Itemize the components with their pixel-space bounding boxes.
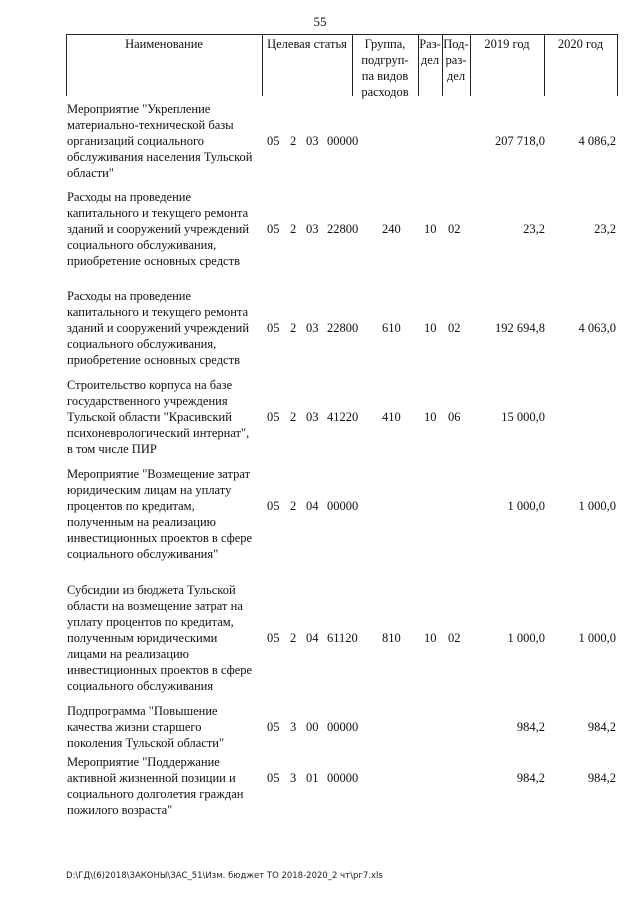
article-direction: 22800 [327, 321, 359, 335]
article-measure: 03 [306, 222, 319, 236]
article-direction: 00000 [327, 771, 359, 785]
header-top-border [66, 34, 618, 35]
expense-group: 240 [382, 222, 401, 236]
amount-2020: 984,2 [587, 720, 616, 734]
amount-2019: 23,2 [523, 222, 545, 236]
subsection-code: 02 [448, 321, 461, 335]
section-code: 10 [424, 410, 437, 424]
article-program: 05 [267, 222, 280, 236]
amount-2020: 4 063,0 [578, 321, 616, 335]
amount-2020: 1 000,0 [578, 499, 616, 513]
article-program: 05 [267, 410, 280, 424]
row-name: Субсидии из бюджета Тульской области на возмещение затрат на уплату процентов по кредитам, полученным юридическими лицами на реализацию инвестиционных проектов в сфере социального обслуживания [67, 583, 253, 693]
row-name: Подпрограмма "Повышение качества жизни старшего поколения Тульской области" [67, 704, 225, 750]
amount-2019: 192 694,8 [495, 321, 545, 335]
article-program: 05 [267, 720, 280, 734]
row-name: Расходы на проведение капитального и текущего ремонта зданий и сооружений учреждений социального обслуживания, приобретение основных средств [67, 289, 250, 367]
amount-2019: 984,2 [516, 720, 545, 734]
header-section: Раз- дел [419, 37, 441, 67]
amount-2019: 984,2 [516, 771, 545, 785]
row-name: Мероприятие "Поддержание активной жизненной позиции и социального долголетия граждан пожилого возраста" [67, 755, 244, 817]
subsection-code: 02 [448, 631, 461, 645]
article-subprogram: 2 [290, 321, 297, 335]
amount-2019: 1 000,0 [507, 499, 545, 513]
expense-group: 610 [382, 321, 401, 335]
article-measure: 03 [306, 410, 319, 424]
header-2020: 2020 год [557, 37, 604, 51]
file-path-footer: D:\ГД\(6)2018\ЗАКОНЫ\ЗАС_51\Изм. бюджет ТО 2018-2020_2 чт\рг7.xls [66, 871, 383, 881]
article-measure: 03 [306, 134, 319, 148]
article-subprogram: 3 [290, 720, 297, 734]
article-measure: 04 [306, 499, 319, 513]
article-direction: 00000 [327, 499, 359, 513]
article-subprogram: 2 [290, 410, 297, 424]
article-subprogram: 2 [290, 134, 297, 148]
header-name: Наименование [125, 37, 203, 51]
header-divider [617, 34, 618, 96]
article-subprogram: 3 [290, 771, 297, 785]
amount-2020: 1 000,0 [578, 631, 616, 645]
amount-2019: 15 000,0 [501, 410, 545, 424]
expense-group: 410 [382, 410, 401, 424]
section-code: 10 [424, 321, 437, 335]
header-target-article: Целевая статья [267, 37, 347, 51]
article-program: 05 [267, 134, 280, 148]
amount-2019: 1 000,0 [507, 631, 545, 645]
article-program: 05 [267, 499, 280, 513]
article-direction: 00000 [327, 720, 359, 734]
article-measure: 01 [306, 771, 319, 785]
article-subprogram: 2 [290, 222, 297, 236]
row-name: Строительство корпуса на базе государственного учреждения Тульской области "Красивский психоневрологический интернат", в том числе ПИР [67, 378, 250, 456]
article-program: 05 [267, 631, 280, 645]
page-number: 55 [313, 14, 327, 29]
article-program: 05 [267, 771, 280, 785]
row-name: Мероприятие "Укрепление материально-технической базы организаций социального обслуживания населения Тульской области" [67, 102, 253, 180]
row-name: Мероприятие "Возмещение затрат юридическим лицам на уплату процентов по кредитам, полученным на реализацию инвестиционных проектов в сфере социального обслуживания" [67, 467, 253, 561]
row-name: Расходы на проведение капитального и текущего ремонта зданий и сооружений учреждений социального обслуживания, приобретение основных средств [67, 190, 250, 268]
section-code: 10 [424, 222, 437, 236]
subsection-code: 06 [448, 410, 461, 424]
article-direction: 22800 [327, 222, 359, 236]
article-measure: 04 [306, 631, 319, 645]
amount-2020: 4 086,2 [578, 134, 616, 148]
expense-group: 810 [382, 631, 401, 645]
article-measure: 03 [306, 321, 319, 335]
article-direction: 00000 [327, 134, 359, 148]
amount-2020: 984,2 [587, 771, 616, 785]
header-subsection: Под- раз- дел [443, 37, 469, 83]
header-group: Группа, подгруп- па видов расходов [361, 37, 409, 99]
article-measure: 00 [306, 720, 319, 734]
article-program: 05 [267, 321, 280, 335]
article-subprogram: 2 [290, 499, 297, 513]
subsection-code: 02 [448, 222, 461, 236]
article-subprogram: 2 [290, 631, 297, 645]
header-2019: 2019 год [484, 37, 530, 51]
amount-2019: 207 718,0 [495, 134, 545, 148]
table-header [66, 34, 618, 99]
section-code: 10 [424, 631, 437, 645]
amount-2020: 23,2 [594, 222, 616, 236]
article-direction: 61120 [327, 631, 358, 645]
article-direction: 41220 [327, 410, 359, 424]
